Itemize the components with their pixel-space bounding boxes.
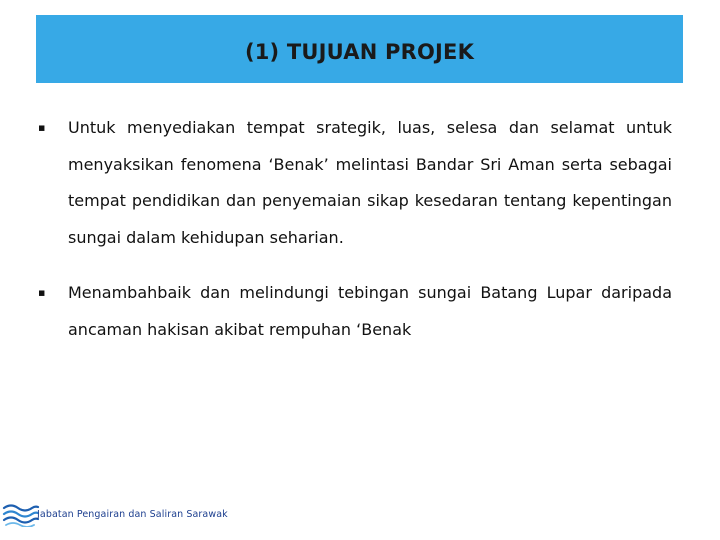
bullet-item — [36, 110, 672, 256]
bullet-text: Menambahbaik dan melindungi tebingan sungai Batang Lupar daripada ancaman hakisan akibat rempuhan ‘Benak — [68, 283, 672, 339]
slide-title: (1) TUJUAN PROJEK — [244, 40, 475, 64]
title-banner — [36, 15, 683, 83]
bullet-item — [36, 275, 672, 348]
footer — [2, 501, 228, 527]
bullet-marker-icon: ▪ — [38, 286, 46, 299]
organization-name: Jabatan Pengairan dan Saliran Sarawak — [37, 508, 228, 520]
bullet-list — [36, 110, 672, 348]
water-waves-icon — [2, 501, 40, 527]
bullet-text: Untuk menyediakan tempat srategik, luas, selesa dan selamat untuk menyaksikan fenomena ‘Benak’ melintasi Bandar Sri Aman serta sebagai tempat pendidikan dan penyemaian sikap kesedaran tentang kepentingan sungai dalam kehidupan seharian. — [68, 118, 672, 247]
bullet-marker-icon: ▪ — [38, 121, 46, 134]
